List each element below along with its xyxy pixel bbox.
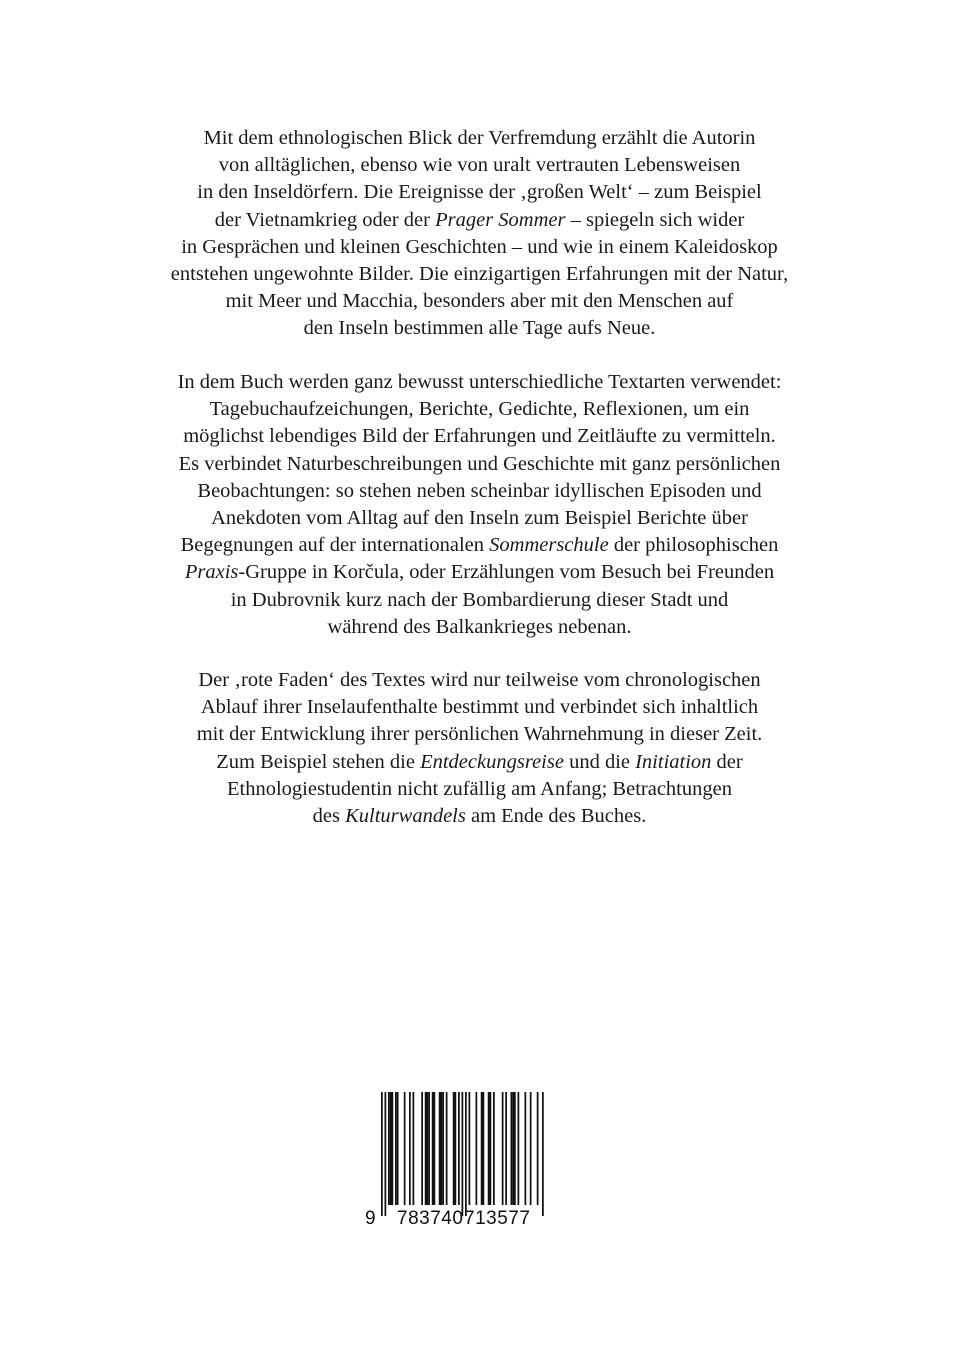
text-segment: der philosophischen xyxy=(608,534,779,557)
barcode-bar xyxy=(525,1092,527,1205)
text-segment: -Gruppe in Korčula, oder Erzählungen vom Besuch bei Freunden xyxy=(238,561,775,584)
text-segment: Zum Beispiel stehen die xyxy=(216,750,421,773)
text-segment: in den Inseldörfern. Die Ereignisse der ‚großen Welt‘ – zum Beispiel xyxy=(197,181,762,204)
italic-text: Kulturwandels xyxy=(345,805,466,828)
barcode-bar xyxy=(483,1092,485,1205)
barcode-bar xyxy=(446,1092,448,1205)
barcode-guard-bar xyxy=(542,1092,544,1216)
text-line xyxy=(100,559,859,586)
italic-text: Sommerschule xyxy=(489,534,609,557)
text-segment: Begegnungen auf der internationalen xyxy=(180,534,490,557)
text-segment: In dem Buch werden ganz bewusst unterschiedliche Textarten verwendet: xyxy=(177,371,782,393)
text-segment: der xyxy=(711,750,743,773)
barcode-bar xyxy=(404,1092,406,1205)
text-line xyxy=(100,587,859,614)
text-line xyxy=(100,125,859,152)
barcode-guard-bar xyxy=(385,1092,387,1216)
text-line xyxy=(100,694,859,721)
text-line xyxy=(100,369,859,396)
text-segment: am Ende des Buches. xyxy=(465,805,647,828)
text-segment: und die xyxy=(563,750,636,773)
text-line xyxy=(100,423,859,450)
text-line xyxy=(100,179,859,206)
text-line xyxy=(100,478,859,505)
text-line xyxy=(100,315,859,342)
barcode-bar xyxy=(427,1092,429,1205)
barcode-bar xyxy=(512,1092,514,1205)
barcode-bars xyxy=(365,1092,545,1216)
barcode-bar xyxy=(421,1092,423,1205)
barcode-bar xyxy=(395,1092,397,1205)
barcode-bar xyxy=(505,1092,507,1205)
text-segment: Tagebuchaufzeichungen, Berichte, Gedichte, Reflexionen, um ein xyxy=(209,398,750,421)
barcode-bar xyxy=(434,1092,436,1205)
barcode-right-digits: 713577 xyxy=(464,1208,531,1229)
text-segment: Es verbindet Naturbeschreibungen und Geschichte mit ganz persönlichen xyxy=(178,452,781,475)
text-segment: Der ‚rote Faden‘ des Textes wird nur teilweise vom chronologischen xyxy=(198,669,761,691)
barcode-bar xyxy=(425,1092,427,1205)
barcode-bar xyxy=(490,1092,492,1205)
text-line xyxy=(100,667,859,694)
text-segment: Ethnologiestudentin nicht zufällig am Anfang; Betrachtungen xyxy=(227,777,732,800)
barcode-bar xyxy=(469,1092,471,1205)
text-segment: in Dubrovnik kurz nach der Bombardierung dieser Stadt und xyxy=(230,588,729,611)
italic-text: Entdeckungsreise xyxy=(420,750,564,773)
barcode-bar xyxy=(392,1092,394,1205)
text-segment: Mit dem ethnologischen Blick der Verfremdung erzählt die Autorin xyxy=(203,127,756,149)
barcode-bar xyxy=(390,1092,392,1205)
barcode-lead-digit: 9 xyxy=(365,1208,377,1229)
text-segment: entstehen ungewohnte Bilder. Die einzigartigen Erfahrungen mit der Natur, xyxy=(170,263,789,286)
text-segment: mit Meer und Macchia, besonders aber mit den Menschen auf xyxy=(225,290,734,313)
text-segment: von alltäglichen, ebenso wie von uralt vertrauten Lebensweisen xyxy=(218,154,741,177)
text-line xyxy=(100,776,859,803)
barcode-bar xyxy=(439,1092,441,1205)
text-segment: Ablauf ihrer Inselaufenthalte bestimmt und verbindet sich inhaltlich xyxy=(200,696,759,719)
isbn-barcode xyxy=(365,1092,545,1232)
barcode-guard-bar xyxy=(465,1092,467,1216)
blurb-paragraph-1 xyxy=(100,125,859,343)
barcode-bar xyxy=(428,1092,430,1205)
text-line xyxy=(100,288,859,315)
barcode-bar xyxy=(514,1092,516,1205)
text-segment: möglichst lebendiges Bild der Erfahrungen und Zeitläufte zu vermitteln. xyxy=(183,425,776,448)
barcode-bar xyxy=(413,1092,415,1205)
text-segment: des xyxy=(312,805,346,828)
barcode-bar xyxy=(397,1092,399,1205)
text-segment: während des Balkankrieges nebenan. xyxy=(327,615,632,638)
barcode-bar xyxy=(409,1092,411,1205)
barcode-bar xyxy=(458,1092,460,1205)
text-segment: den Inseln bestimmen alle Tage aufs Neue. xyxy=(303,317,656,340)
italic-text: Prager Sommer xyxy=(435,208,566,231)
italic-text: Initiation xyxy=(635,750,712,773)
text-segment: – spiegeln sich wider xyxy=(565,208,745,231)
barcode-bar xyxy=(455,1092,457,1205)
barcode-bar xyxy=(530,1092,532,1205)
barcode-bar xyxy=(511,1092,513,1205)
text-segment: der Vietnamkrieg oder der xyxy=(214,208,436,231)
text-line xyxy=(100,234,859,261)
barcode-bar xyxy=(488,1092,490,1205)
italic-text: Praxis xyxy=(184,561,239,584)
text-line xyxy=(100,451,859,478)
text-segment: in Gesprächen und kleinen Geschichten – und wie in einem Kaleidoskop xyxy=(181,235,778,258)
barcode-bar xyxy=(518,1092,520,1205)
barcode-bar xyxy=(453,1092,455,1205)
barcode-guard-bar xyxy=(381,1092,383,1216)
barcode-bar xyxy=(476,1092,478,1205)
barcode-bar xyxy=(388,1092,390,1205)
blurb-paragraph-3 xyxy=(100,667,859,830)
text-line xyxy=(100,532,859,559)
barcode-bar xyxy=(537,1092,539,1205)
text-segment: Anekdoten vom Alltag auf den Inseln zum Beispiel Berichte über xyxy=(211,507,748,530)
barcode-bar xyxy=(432,1092,434,1205)
text-segment: Beobachtungen: so stehen neben scheinbar idyllischen Episoden und xyxy=(197,479,762,502)
barcode-guard-bar xyxy=(462,1092,464,1216)
text-line xyxy=(100,261,859,288)
barcode-bar xyxy=(493,1092,495,1205)
barcode-left-digits: 783740 xyxy=(397,1208,464,1229)
text-line xyxy=(100,721,859,748)
blurb-paragraph-2 xyxy=(100,369,859,641)
text-line xyxy=(100,396,859,423)
text-segment: mit der Entwicklung ihrer persönlichen Wahrnehmung in dieser Zeit. xyxy=(196,723,763,746)
text-line xyxy=(100,803,859,830)
text-line xyxy=(100,505,859,532)
text-line xyxy=(100,152,859,179)
text-line xyxy=(100,749,859,776)
text-line xyxy=(100,207,859,234)
barcode-bar xyxy=(502,1092,504,1205)
barcode-bar xyxy=(481,1092,483,1205)
text-line xyxy=(100,614,859,641)
barcode-bar xyxy=(441,1092,443,1205)
barcode-bar xyxy=(442,1092,444,1205)
